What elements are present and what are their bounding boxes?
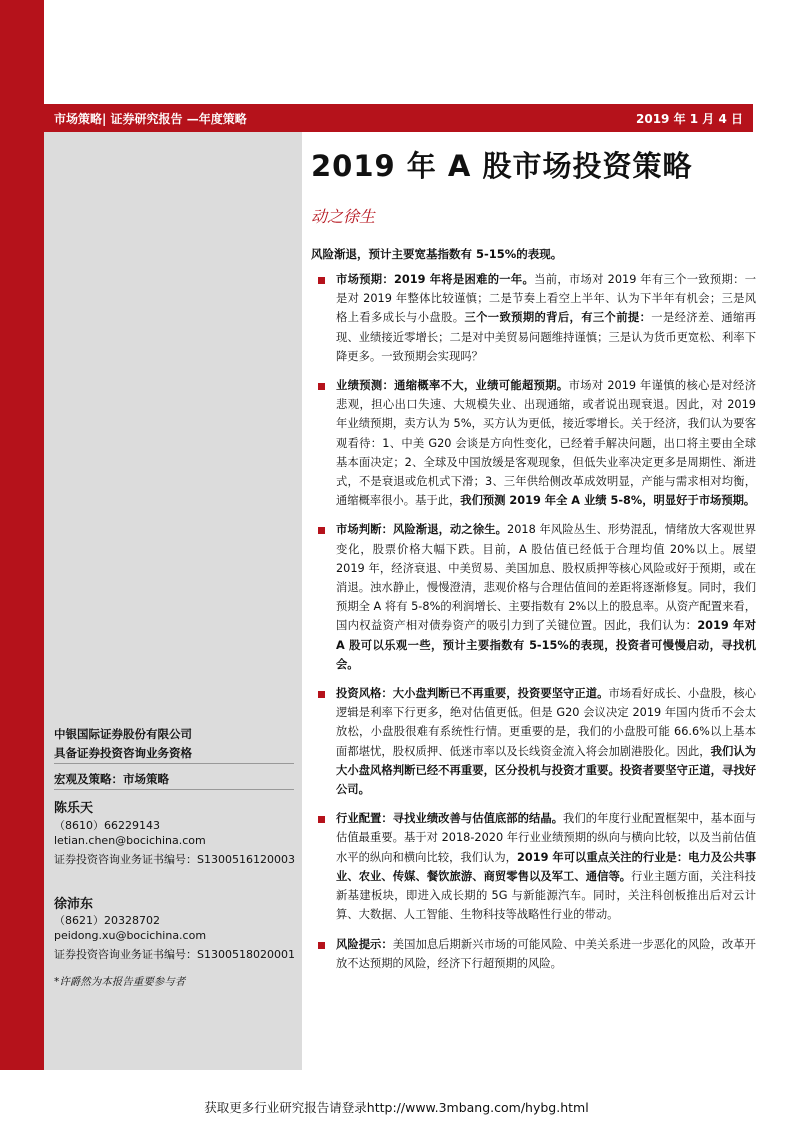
analyst-name: 陈乐天 — [54, 801, 94, 816]
bullet-text: 市场预期：2019 年将是困难的一年。当前，市场对 2019 年有三个一致预期：一是对 2019 年整体比较谨慎；二是节奏上看空上半年、认为下半年有机会；三是风格上看多成长与小盘股。三个一致预期的背后，有三个前提：一是经济差、通缩再现、业绩接近零增长；二是对中美贸易问题维持谨慎；三是认为货币更宽松、利率下降更多。一致预期会实现吗？ — [336, 273, 756, 363]
sidebar-note: *许爵然为本报告重要参与者 — [54, 976, 186, 988]
bullet-risk-warning — [316, 935, 756, 973]
bullet-sector-allocation — [316, 809, 756, 924]
header-bar — [44, 104, 753, 132]
bullet-investment-style — [316, 684, 756, 799]
header-date: 2019 年 1 月 4 日 — [636, 112, 743, 126]
bullet-market-judgement — [316, 520, 756, 674]
key-points — [316, 270, 756, 983]
bullet-text: 风险提示：美国加息后期新兴市场的可能风险、中美关系进一步恶化的风险，改革开放不达预期的风险，经济下行超预期的风险。 — [336, 937, 756, 970]
bullet-square-icon — [318, 277, 325, 284]
sidebar-divider — [54, 789, 294, 790]
bullet-text: 市场判断：风险渐退，动之徐生。2018 年风险丛生、形势混乱，情绪放大客观世界变化，股票价格大幅下跌。目前，A 股估值已经低于合理均值 20%以上。展望 2019 年，经济衰退、中美贸易、美国加息、股权质押等核心风险或好于预期，或在消退。浊水静止，慢慢澄清，悲观价格与合理估值间的差距将逐渐修复。同时，我们预期全 A 将有 5-8%的利润增长、主要指数有 2%以上的股息率。从资产配置来看，国内权益资产相对债券资产的吸引力到了关键位置。因此，我们认为：2019 年对 A 股可以乐观一些，预计主要指数有 5-15%的表现，投资者可慢慢启动，寻找机会。 — [336, 523, 756, 671]
report-title: 2019 年 A 股市场投资策略 — [311, 149, 693, 183]
sidebar-company: 中银国际证券股份有限公司 — [54, 727, 192, 741]
analyst-email[interactable]: letian.chen@bocichina.com — [54, 834, 206, 847]
bullet-earnings-forecast — [316, 376, 756, 510]
footer-link[interactable]: 获取更多行业研究报告请登录http://www.3mbang.com/hybg.html — [204, 1100, 589, 1115]
analyst-license: 证券投资咨询业务证书编号：S1300518020001 — [54, 948, 295, 961]
analyst-name: 徐沛东 — [54, 897, 94, 912]
bullet-text: 投资风格：大小盘判断已不再重要，投资要坚守正道。市场看好成长、小盘股，核心逻辑是利率下行更多，绝对估值更低。但是 G20 会议决定 2019 年国内货币不会太放松，小盘股很难有系统性行情。更重要的是，我们的小盘股可能 66.6%以上基本面都堪忧，股权质押、低迷市率以及长线资金流入将会加剧港股化。因此，我们认为大小盘风格判断已经不再重要，区分投机与投资才重要。投资者要坚守正道，寻找好公司。 — [336, 687, 756, 797]
bullet-square-icon — [318, 691, 325, 698]
sidebar-divider — [54, 763, 294, 764]
analyst-license: 证券投资咨询业务证书编号：S1300516120003 — [54, 853, 295, 866]
lead-summary: 风险渐退，预计主要宽基指数有 5-15%的表现。 — [311, 247, 563, 261]
bullet-square-icon — [318, 383, 325, 390]
analyst-phone: （8621）20328702 — [54, 914, 160, 927]
bullet-text: 业绩预测：通缩概率不大，业绩可能超预期。市场对 2019 年谨慎的核心是对经济悲观，担心出口失速、大规模失业、出现通缩，或者说出现衰退。因此，对 2019 年业绩预期，卖方认为 5%，买方认为更低，接近零增长。关于经济，我们认为要客观看待：1、中美 G20 会谈是方向性变化，已经着手解决问题，出口将主要由全球基本面决定；2、全球及中国放缓是客观现象，但低失业率决定更多是周期性、渐进式，不是衰退或危机式下滑；3、三年供给侧改革成效明显，产能与需求相对均衡，通缩概率很小。基于此，我们预测 2019 年全 A 业绩 5-8%，明显好于市场预期。 — [336, 379, 756, 508]
analyst-phone: （8610）66229143 — [54, 819, 160, 832]
sidebar-qualification: 具备证券投资咨询业务资格 — [54, 746, 192, 760]
left-red-band — [0, 0, 44, 1070]
report-subtitle: 动之徐生 — [311, 207, 376, 226]
sidebar-category: 宏观及策略：市场策略 — [54, 772, 169, 786]
bullet-market-expectation — [316, 270, 756, 366]
bullet-text: 行业配置：寻找业绩改善与估值底部的结晶。我们的年度行业配置框架中，基本面与估值最重要。基于对 2018-2020 年行业业绩预期的纵向与横向比较，以及当前估值水平的纵向和横向比较，我们认为，2019 年可以重点关注的行业是：电力及公共事业、农业、传媒、餐饮旅游、商贸零售以及军工、通信等。行业主题方面，关注科技新基建板块，即进入成长期的 5G 与新能源汽车。同时，关注科创板推出后对云计算、大数据、人工智能、生物科技等战略性行业的带动。 — [336, 812, 756, 922]
bullet-square-icon — [318, 527, 325, 534]
bullet-square-icon — [318, 816, 325, 823]
header-category: 市场策略| 证券研究报告 —年度策略 — [54, 112, 247, 126]
analyst-email[interactable]: peidong.xu@bocichina.com — [54, 929, 207, 942]
bullet-square-icon — [318, 942, 325, 949]
